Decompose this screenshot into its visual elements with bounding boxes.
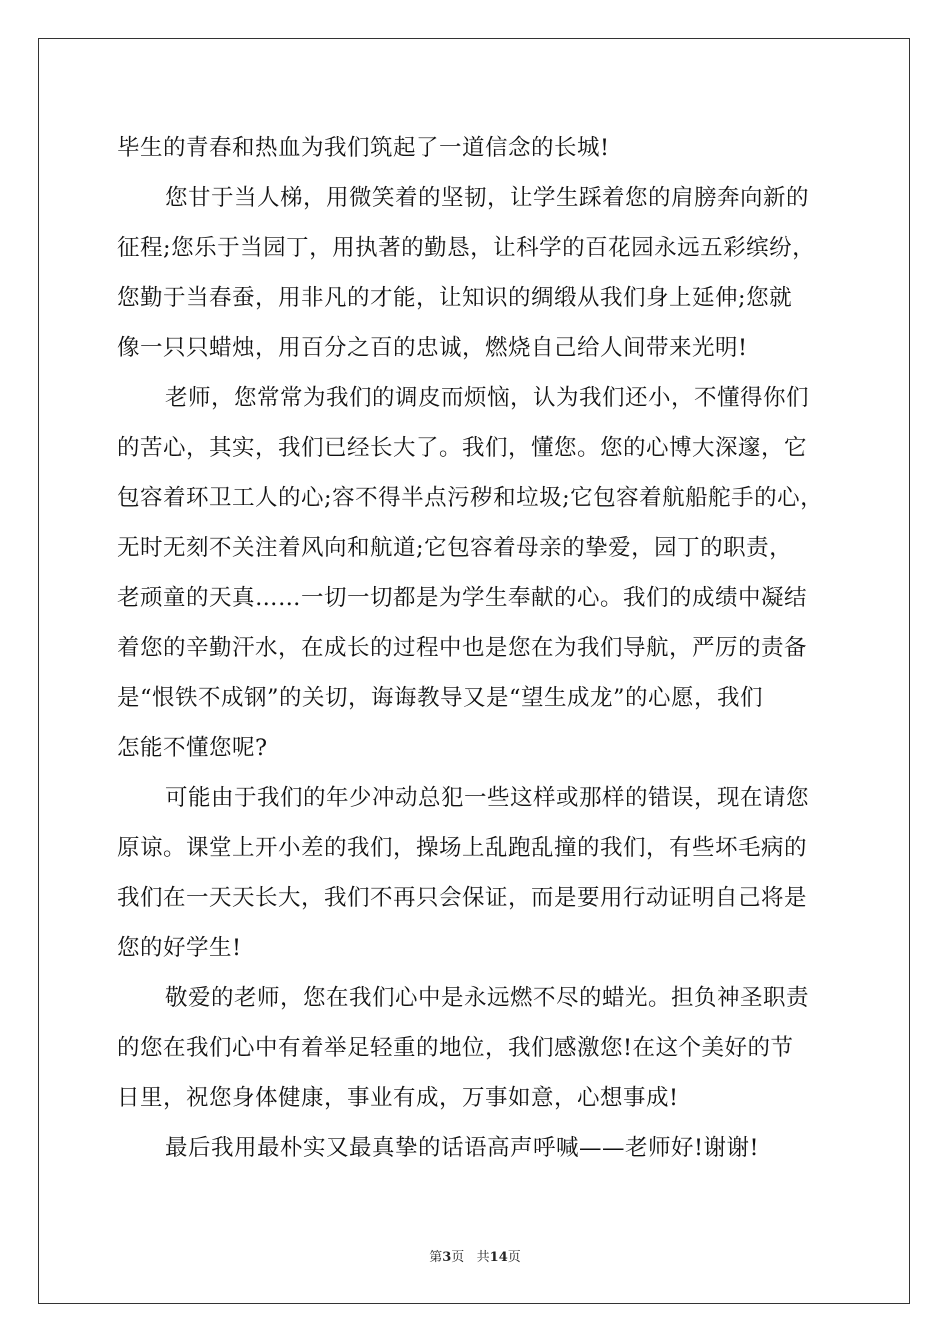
paragraph-3-line-1: 老师，您常常为我们的调皮而烦恼，认为我们还小，不懂得你们 — [165, 385, 810, 411]
page-footer — [0, 1246, 950, 1265]
total-page-count: 14 — [489, 1250, 508, 1265]
paragraph-3-line-8: 怎能不懂您呢? — [117, 735, 268, 761]
paragraph-3-line-6: 着您的辛勤汗水，在成长的过程中也是您在为我们导航，严厉的责备 — [117, 635, 808, 661]
paragraph-4-line-4: 您的好学生! — [117, 935, 242, 961]
page-border — [38, 38, 910, 1304]
paragraph-4-line-1: 可能由于我们的年少冲动总犯一些这样或那样的错误，现在请您 — [165, 785, 810, 811]
paragraph-5-line-2: 的您在我们心中有着举足轻重的地位，我们感激您!在这个美好的节 — [117, 1035, 794, 1061]
paragraph-6-line-1: 最后我用最朴实又最真挚的话语高声呼喊——老师好!谢谢! — [165, 1135, 760, 1161]
paragraph-3-line-2: 的苦心，其实，我们已经长大了。我们，懂您。您的心博大深邃，它 — [117, 435, 808, 461]
paragraph-3-line-7: 是“恨铁不成钢”的关切，诲诲教导又是“望生成龙”的心愿，我们 — [117, 685, 764, 711]
paragraph-3-line-4: 无时无刻不关注着风向和航道;它包容着母亲的挚爱，园丁的职责， — [117, 535, 793, 561]
paragraph-2-line-4: 像一只只蜡烛，用百分之百的忠诚，燃烧自己给人间带来光明! — [117, 335, 748, 361]
footer-suffix: 页 — [507, 1250, 521, 1265]
paragraph-3-line-5: 老顽童的天真……一切一切都是为学生奉献的心。我们的成绩中凝结 — [117, 585, 808, 611]
footer-prefix: 第 — [429, 1250, 443, 1265]
paragraph-2-line-2: 征程;您乐于当园丁，用执著的勤恳，让科学的百花园永远五彩缤纷， — [117, 235, 816, 261]
paragraph-4-line-3: 我们在一天天长大，我们不再只会保证，而是要用行动证明自己将是 — [117, 885, 808, 911]
paragraph-4-line-2: 原谅。课堂上开小差的我们，操场上乱跑乱撞的我们，有些坏毛病的 — [117, 835, 808, 861]
paragraph-2-line-3: 您勤于当春蚕，用非凡的才能，让知识的绸缎从我们身上延伸;您就 — [117, 285, 793, 311]
paragraph-3-line-3: 包容着环卫工人的心;容不得半点污秽和垃圾;它包容着航船舵手的心， — [117, 485, 824, 511]
current-page-number: 3 — [442, 1250, 452, 1265]
paragraph-2-line-1: 您甘于当人梯，用微笑着的坚韧，让学生踩着您的肩膀奔向新的 — [165, 185, 810, 211]
footer-mid: 页 共 — [451, 1250, 490, 1265]
paragraph-1-line-1: 毕生的青春和热血为我们筑起了一道信念的长城! — [117, 135, 610, 161]
paragraph-5-line-3: 日里，祝您身体健康，事业有成，万事如意，心想事成! — [117, 1085, 679, 1111]
paragraph-5-line-1: 敬爱的老师，您在我们心中是永远燃不尽的蜡光。担负神圣职责 — [165, 985, 810, 1011]
